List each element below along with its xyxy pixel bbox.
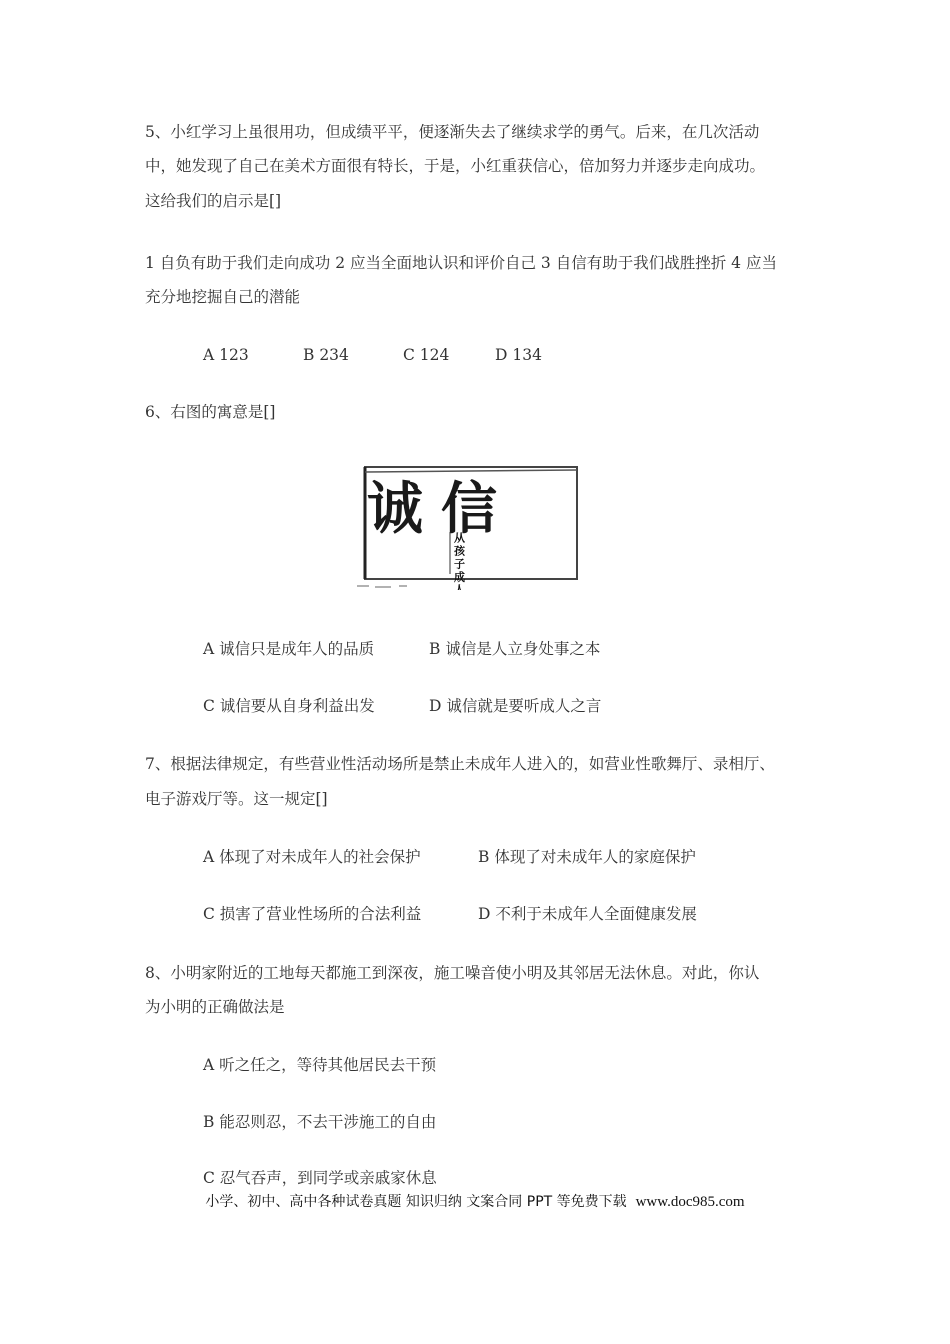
q6-option-d: D 诚信就是要听成人之言 <box>429 697 602 715</box>
q8-stem-line-1: 8、小明家附近的工地每天都施工到深夜，施工噪音使小明及其邻居无法休息。对此，你认 <box>145 964 760 982</box>
q8-option-c: C 忍气吞声，到同学或亲戚家休息 <box>203 1169 437 1187</box>
footer-site-link[interactable]: www.doc985.com <box>635 1194 745 1210</box>
q8-option-a: A 听之任之，等待其他居民去干预 <box>203 1056 437 1074</box>
q6-option-c: C 诚信要从自身利益出发 <box>203 697 375 715</box>
q5-stem-line-3: 这给我们的启示是[] <box>145 192 282 210</box>
q5-stem-line-1: 5、小红学习上虽很用功，但成绩平平，便逐渐失去了继续求学的勇气。后来，在几次活动 <box>145 123 760 141</box>
q7-option-d: D 不利于未成年人全面健康发展 <box>478 905 697 923</box>
q5-stem-line-2: 中，她发现了自己在美术方面很有特长，于是，小红重获信心，倍加努力并逐步走向成功。 <box>145 157 766 175</box>
page-footer <box>0 1191 950 1211</box>
q6-option-a: A 诚信只是成年人的品质 <box>203 640 375 658</box>
q5-option-b: B 234 <box>303 346 349 364</box>
q7-stem-line-1: 7、根据法律规定，有些营业性活动场所是禁止未成年人进入的，如营业性歌舞厅、录相厅、 <box>145 755 775 773</box>
figure-vertical-text: 从孩子成人 <box>452 532 466 590</box>
q5-option-d: D 134 <box>495 346 542 364</box>
q7-option-c: C 损害了营业性场所的合法利益 <box>203 905 422 923</box>
q6-stem: 6、右图的寓意是[] <box>145 403 276 421</box>
q8-option-b: B 能忍则忍，不去干涉施工的自由 <box>203 1113 437 1131</box>
q7-option-b: B 体现了对未成年人的家庭保护 <box>478 848 696 866</box>
q5-statements-line-2: 充分地挖掘自己的潜能 <box>145 288 301 306</box>
figure-big-text: 诚信 <box>367 477 515 542</box>
q5-option-c: C 124 <box>403 346 450 364</box>
q7-option-a: A 体现了对未成年人的社会保护 <box>203 848 421 866</box>
q8-stem-line-2: 为小明的正确做法是 <box>145 998 285 1016</box>
q6-option-b: B 诚信是人立身处事之本 <box>429 640 601 658</box>
q5-statements-line-1: 1 自负有助于我们走向成功 2 应当全面地认识和评价自己 3 自信有助于我们战胜挫折 4 应当 <box>145 254 777 272</box>
chengxin-cartoon-image <box>355 462 587 590</box>
footer-text: 小学、初中、高中各种试卷真题 知识归纳 文案合同 PPT 等免费下载 <box>205 1194 627 1210</box>
q5-option-a: A 123 <box>203 346 249 364</box>
chengxin-figure <box>355 462 587 590</box>
q7-stem-line-2: 电子游戏厅等。这一规定[] <box>145 790 328 808</box>
